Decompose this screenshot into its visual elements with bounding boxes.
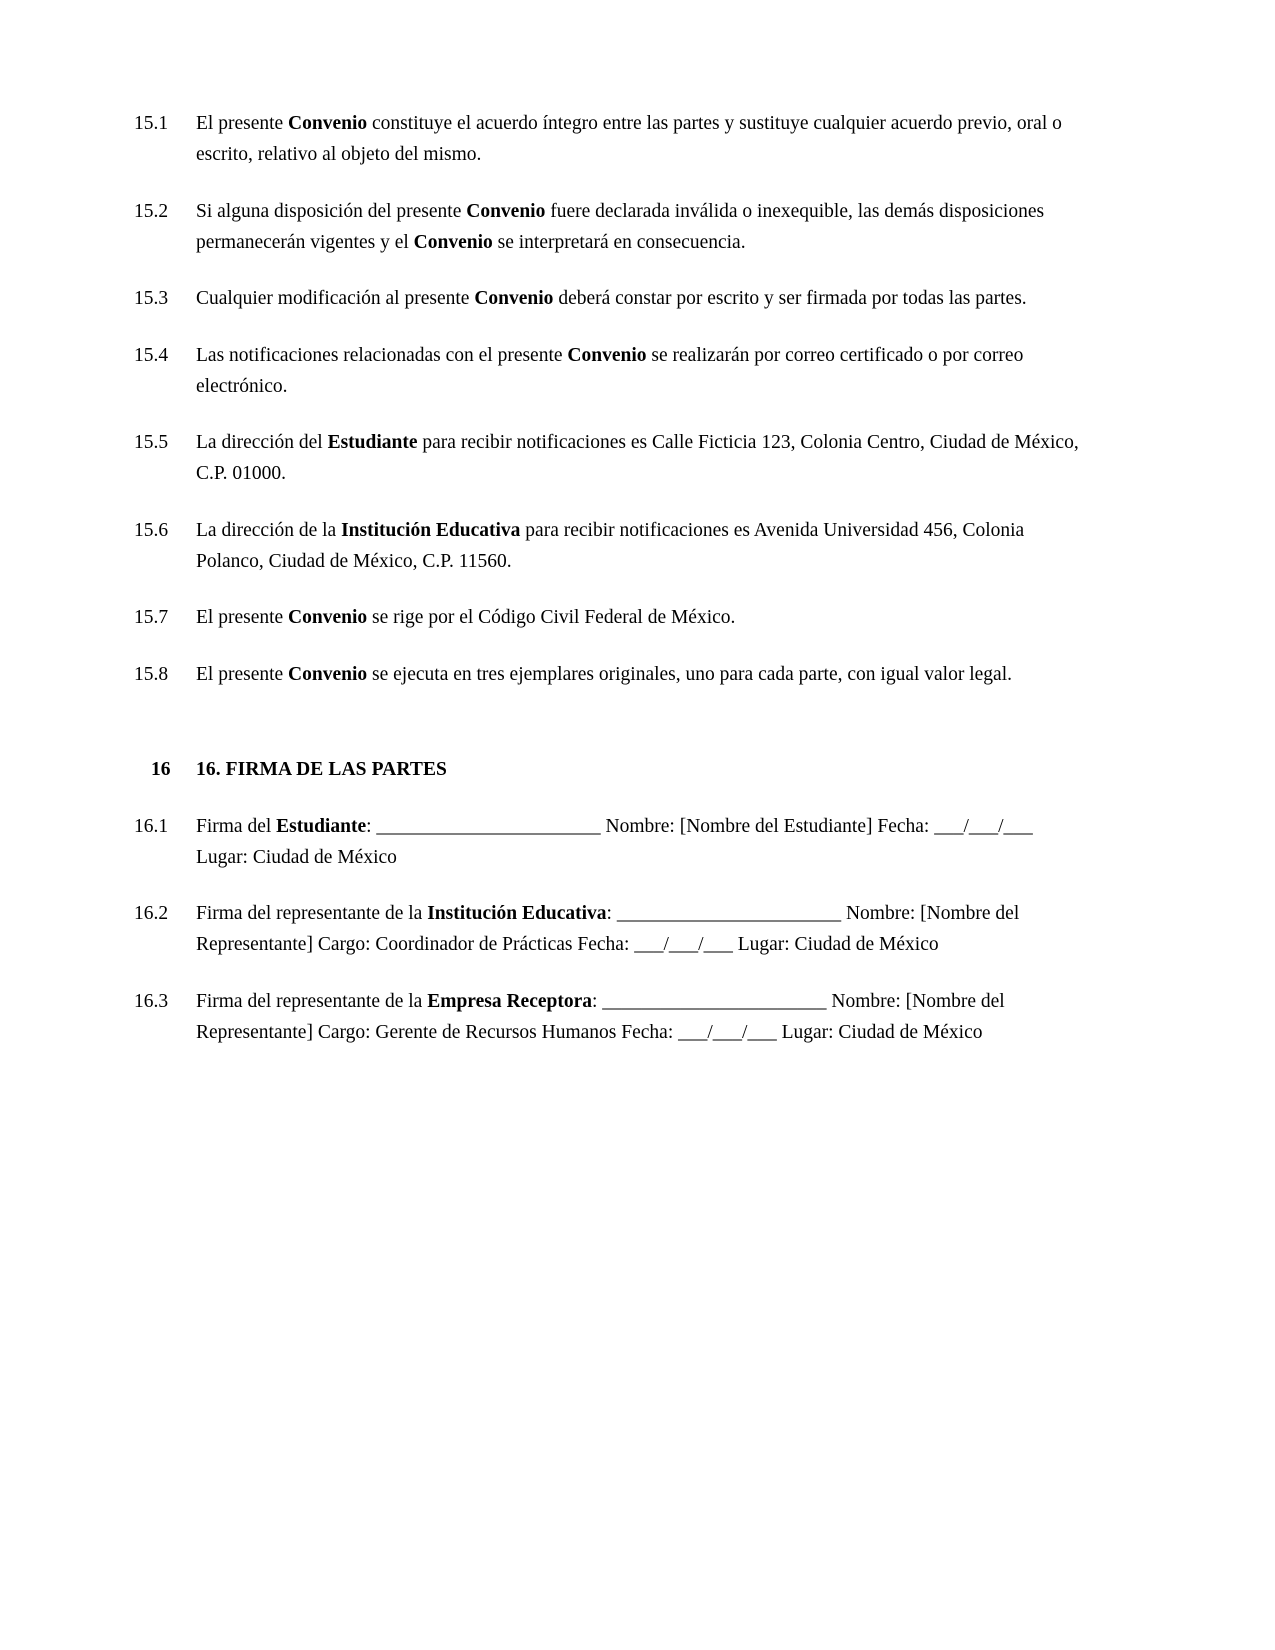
clause-item xyxy=(134,427,1080,489)
signature-item xyxy=(134,811,1080,873)
text-run: Cualquier modificación al presente xyxy=(196,288,475,309)
section-heading-16 xyxy=(134,754,1080,785)
defined-term: Convenio xyxy=(288,663,368,685)
text-run: El presente xyxy=(196,607,289,628)
clause-item xyxy=(134,515,1080,577)
signature-text xyxy=(196,986,1080,1048)
clause-number: 15.7 xyxy=(134,607,169,628)
clause-text xyxy=(196,515,1080,577)
signature-number: 16.1 xyxy=(134,815,169,837)
text-run: Firma del xyxy=(196,815,277,837)
defined-term: Convenio xyxy=(413,231,493,253)
text-run: Firma del representante de la xyxy=(196,990,428,1012)
clause-number: 15.4 xyxy=(134,344,169,366)
clause-number: 15.8 xyxy=(134,663,169,685)
clause-number: 15.2 xyxy=(134,200,169,222)
section-heading-text: 16. FIRMA DE LAS PARTES xyxy=(196,758,447,780)
text-run: El presente xyxy=(196,113,289,134)
defined-term: Institución Educativa xyxy=(341,519,521,541)
clause-text xyxy=(196,340,1080,402)
text-run: La dirección del xyxy=(196,432,328,453)
clause-text xyxy=(196,196,1080,258)
clause-text xyxy=(196,602,1080,633)
clause-item xyxy=(134,340,1080,402)
text-run: : _______________________ Nombre: [Nombre del Estudiante] Fecha: ___/___/___ Lugar: Ciudad de México xyxy=(196,815,1033,868)
text-run: deberá constar por escrito y ser firmada por todas las partes. xyxy=(553,288,1027,309)
signature-item xyxy=(134,898,1080,960)
clause-text xyxy=(196,283,1080,314)
clause-item xyxy=(134,659,1080,690)
clause-item xyxy=(134,108,1080,170)
text-run: para recibir notificaciones es Avenida Universidad 456, Colonia Polanco, Ciudad de México, C.P. 11560. xyxy=(196,519,1025,572)
clause-number: 15.3 xyxy=(134,288,169,309)
clause-item xyxy=(134,283,1080,314)
defined-term: Estudiante xyxy=(276,815,367,837)
clause-text xyxy=(196,659,1080,690)
text-run: se rige por el Código Civil Federal de México. xyxy=(367,607,736,628)
signature-text xyxy=(196,898,1080,960)
section-heading-number: 16 xyxy=(151,758,171,780)
clause-item xyxy=(134,196,1080,258)
defined-term: Empresa Receptora xyxy=(427,990,593,1012)
text-run: La dirección de la xyxy=(196,519,342,541)
defined-term: Convenio xyxy=(474,288,554,309)
text-run: fuere declarada inválida o inexequible, las demás disposiciones permanecerán vigentes y el xyxy=(196,200,1045,253)
signature-number: 16.3 xyxy=(134,990,169,1012)
defined-term: Institución Educativa xyxy=(427,903,607,924)
text-run: para recibir notificaciones es Calle Ficticia 123, Colonia Centro, Ciudad de México, C.P. 01000. xyxy=(196,432,1079,484)
text-run: : _______________________ Nombre: [Nombre del Representante] Cargo: Gerente de Recursos Humanos Fecha: ___/___/___ Lugar: Ciudad de México xyxy=(196,990,1005,1043)
defined-term: Convenio xyxy=(288,113,368,134)
clause-list-15 xyxy=(134,108,1080,690)
text-run: se ejecuta en tres ejemplares originales, uno para cada parte, con igual valor legal. xyxy=(367,663,1012,685)
text-run: : _______________________ Nombre: [Nombre del Representante] Cargo: Coordinador de Prácticas Fecha: ___/___/___ Lugar: Ciudad de México xyxy=(196,903,1020,955)
clause-number: 15.5 xyxy=(134,432,169,453)
text-run: Las notificaciones relacionadas con el presente xyxy=(196,344,568,366)
signature-item xyxy=(134,986,1080,1048)
defined-term: Convenio xyxy=(567,344,647,366)
clause-text xyxy=(196,108,1080,170)
text-run: Firma del representante de la xyxy=(196,903,428,924)
defined-term: Estudiante xyxy=(327,432,418,453)
signature-number: 16.2 xyxy=(134,903,169,924)
signature-list-16 xyxy=(134,811,1080,1048)
clause-item xyxy=(134,602,1080,633)
clause-text xyxy=(196,427,1080,489)
clause-number: 15.6 xyxy=(134,519,169,541)
defined-term: Convenio xyxy=(288,607,368,628)
text-run: se realizarán por correo certificado o por correo electrónico. xyxy=(196,344,1024,397)
text-run: se interpretará en consecuencia. xyxy=(492,231,746,253)
text-run: constituye el acuerdo íntegro entre las partes y sustituye cualquier acuerdo previo, oral o escrito, relativo al objeto del mismo. xyxy=(196,113,1062,165)
defined-term: Convenio xyxy=(466,200,546,222)
text-run: Si alguna disposición del presente xyxy=(196,200,467,222)
signature-text xyxy=(196,811,1080,873)
clause-number: 15.1 xyxy=(134,113,169,134)
text-run: El presente xyxy=(196,663,289,685)
